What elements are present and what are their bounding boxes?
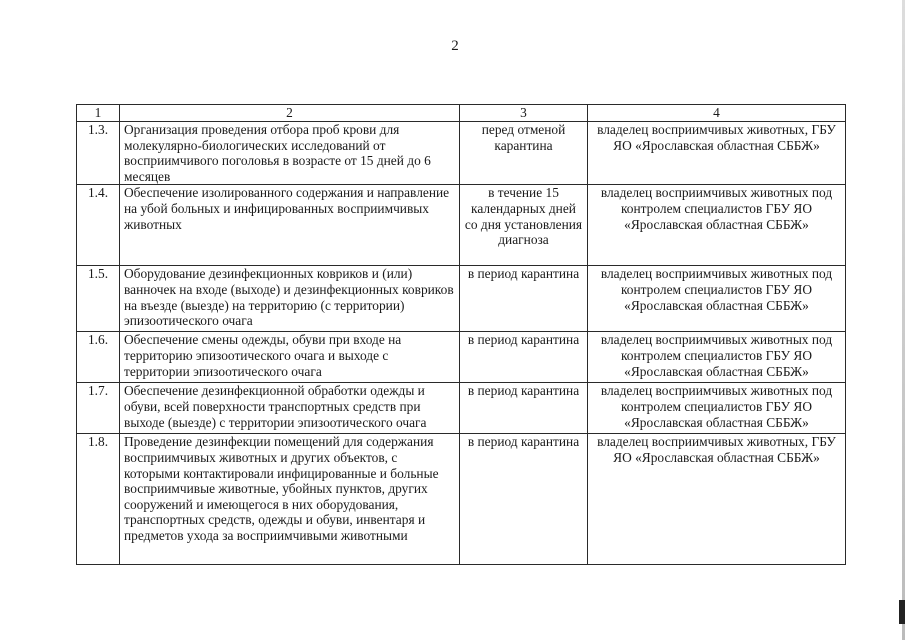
measure-text: Организация проведения отбора проб крови для молекулярно-биологических исследований от восприимчивого поголовья в возрасте от 15 дней до 6 месяцев [120, 122, 460, 185]
measures-table [76, 104, 846, 565]
responsible-text: владелец восприимчивых животных, ГБУ ЯО «Ярославская областная СББЖ» [588, 122, 846, 185]
term-text: перед отменой карантина [460, 122, 588, 185]
responsible-text: владелец восприимчивых животных под контролем специалистов ГБУ ЯО «Ярославская областная СББЖ» [588, 383, 846, 434]
table-row [77, 185, 846, 266]
table-row [77, 332, 846, 383]
table-header-row [77, 105, 846, 122]
measure-text: Обеспечение изолированного содержания и направление на убой больных и инфицированных восприимчивых животных [120, 185, 460, 266]
measure-text: Обеспечение дезинфекционной обработки одежды и обуви, всей поверхности транспортных средств при выходе (выезде) с территории эпизоотического очага [120, 383, 460, 434]
column-header-1: 1 [77, 105, 120, 122]
row-number: 1.5. [77, 266, 120, 332]
page-number: 2 [451, 38, 459, 54]
row-number: 1.6. [77, 332, 120, 383]
responsible-text: владелец восприимчивых животных, ГБУ ЯО «Ярославская областная СББЖ» [588, 434, 846, 565]
column-header-2: 2 [120, 105, 460, 122]
row-number: 1.4. [77, 185, 120, 266]
table-row [77, 266, 846, 332]
column-header-3: 3 [460, 105, 588, 122]
table-row [77, 122, 846, 185]
table-row [77, 383, 846, 434]
term-text: в период карантина [460, 383, 588, 434]
responsible-text: владелец восприимчивых животных под контролем специалистов ГБУ ЯО «Ярославская областная СББЖ» [588, 332, 846, 383]
term-text: в период карантина [460, 266, 588, 332]
scan-corner-mark [899, 600, 905, 624]
column-header-4: 4 [588, 105, 846, 122]
responsible-text: владелец восприимчивых животных под контролем специалистов ГБУ ЯО «Ярославская областная СББЖ» [588, 266, 846, 332]
term-text: в период карантина [460, 332, 588, 383]
measure-text: Обеспечение смены одежды, обуви при входе на территорию эпизоотического очага и выходе с территории эпизоотического очага [120, 332, 460, 383]
row-number: 1.8. [77, 434, 120, 565]
responsible-text: владелец восприимчивых животных под контролем специалистов ГБУ ЯО «Ярославская областная СББЖ» [588, 185, 846, 266]
table-row [77, 434, 846, 565]
row-number: 1.3. [77, 122, 120, 185]
term-text: в период карантина [460, 434, 588, 565]
measure-text: Проведение дезинфекции помещений для содержания восприимчивых животных и других объектов, с которыми контактировали инфицированные и больные восприимчивые животные, убойных пунктов, других сооружений и имеющегося в них оборудования, транспортных средств, одежды и обуви, инвентаря и предметов ухода за восприимчивыми животными [120, 434, 460, 565]
term-text: в течение 15 календарных дней со дня установления диагноза [460, 185, 588, 266]
row-number: 1.7. [77, 383, 120, 434]
measure-text: Оборудование дезинфекционных ковриков и (или) ванночек на входе (выходе) и дезинфекционных ковриков на въезде (выезде) на территорию (с территории) эпизоотического очага [120, 266, 460, 332]
